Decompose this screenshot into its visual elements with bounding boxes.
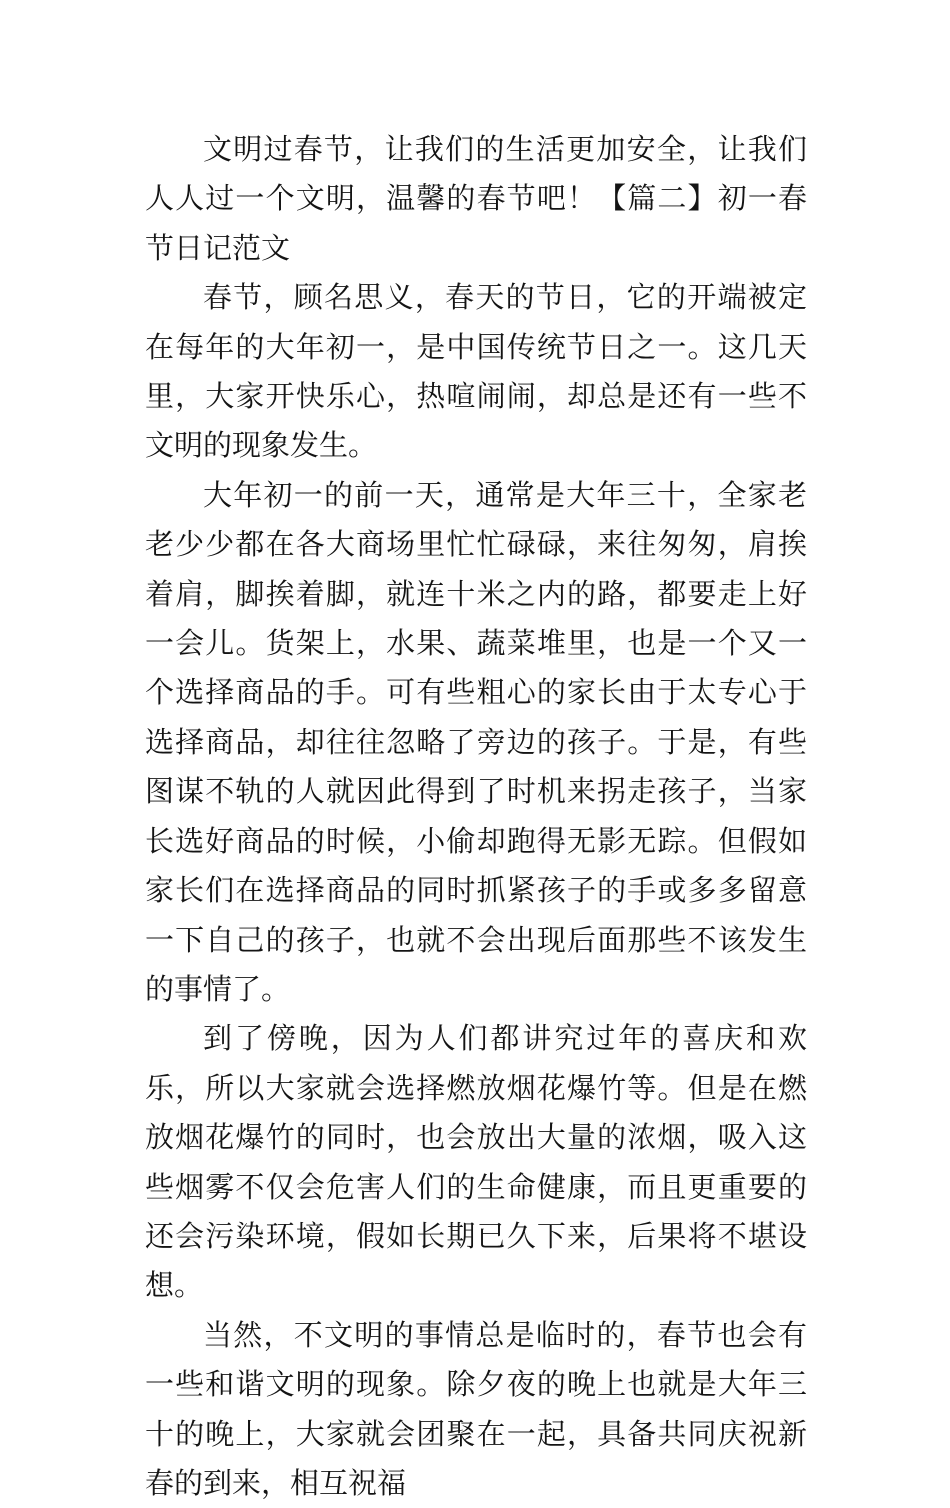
paragraph-3: 大年初一的前一天，通常是大年三十，全家老老少少都在各大商场里忙忙碌碌，来往匆匆，肩挨着肩，脚挨着脚，就连十米之内的路，都要走上好一会儿。货架上，水果、蔬菜堆里，也是一个又一个选择商品的手。可有些粗心的家长由于太专心于选择商品，却往往忽略了旁边的孩子。于是，有些图谋不轨的人就因此得到了时机来拐走孩子，当家长选好商品的时候，小偷却跑得无影无踪。但假如家长们在选择商品的同时抓紧孩子的手或多多留意一下自己的孩子，也就不会出现后面那些不该发生的事情了。 [145, 477, 807, 1006]
paragraph-2: 春节，顾名思义，春天的节日，它的开端被定在每年的大年初一，是中国传统节日之一。这几天里，大家开快乐心，热喧闹闹，却总是还有一些不文明的现象发生。 [145, 280, 807, 463]
paragraph-4: 到了傍晚，因为人们都讲究过年的喜庆和欢乐，所以大家就会选择燃放烟花爆竹等。但是在燃放烟花爆竹的同时，也会放出大量的浓烟，吸入这些烟雾不仅会危害人们的生命健康，而且更重要的还会污染环境，假如长期已久下来，后果将不堪设想。 [145, 1021, 807, 1303]
paragraph-1: 文明过春节，让我们的生活更加安全，让我们人人过一个文明，温馨的春节吧！【篇二】初一春节日记范文 [145, 132, 807, 265]
paragraph-5: 当然，不文明的事情总是临时的，春节也会有一些和谐文明的现象。除夕夜的晚上也就是大年三十的晚上，大家就会团聚在一起，具备共同庆祝新春的到来，相互祝福 [145, 1317, 807, 1500]
document-body [145, 125, 807, 1508]
